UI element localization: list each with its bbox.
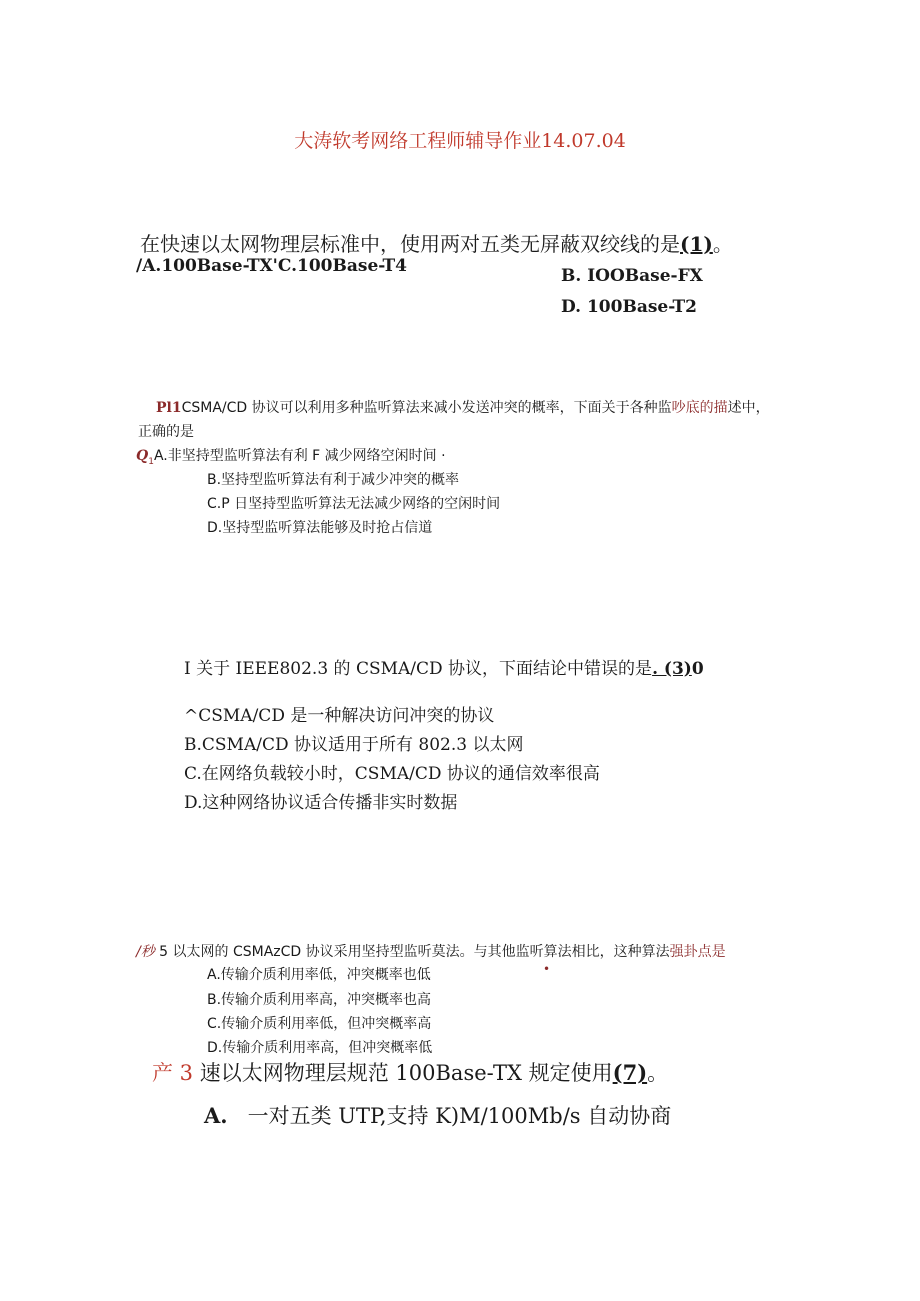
q4-option-d: D.传输介质利用率高，但冲突概率低	[207, 1040, 433, 1056]
q5-prefix: 产 3	[152, 1061, 194, 1085]
q4-option-c: C.传输介质利用率低，但冲突概率高	[207, 1016, 432, 1032]
q3-option-a: ^CSMA/CD 是一种解决访问冲突的协议	[184, 706, 495, 726]
q5-stem	[152, 1057, 668, 1087]
q2-option-a-prefix: Q	[136, 448, 149, 464]
q1-stem-text: 在快速以太网物理层标准中，使用两对五类无屏蔽双绞线的是	[140, 232, 680, 256]
q2-option-a-text: A.非坚持型监听算法有利 F 减少网络空闲时间 ·	[153, 448, 446, 464]
q2-option-c: C.P 日坚持型监听算法无法减少网络的空闲时间	[207, 496, 501, 512]
q3-option-d: D.这种网络协议适合传播非实时数据	[184, 793, 458, 813]
q1-option-d: D. 100Base-T2	[561, 297, 697, 317]
q4-stem-text: 5 以太网的 CSMAzCD 协议采用坚持型监听莫法。与其他监听算法相比，这种算法	[159, 944, 670, 960]
q4-dot-mark: •	[543, 962, 551, 976]
q4-option-a: A.传输介质利用率低，冲突概率也低	[207, 967, 431, 983]
q3-option-c: C.在网络负载较小时，CSMA/CD 协议的通信效率很高	[184, 764, 600, 784]
q1-option-a-c: /A.100Base-TX'C.100Base-T4	[136, 256, 407, 276]
q1-option-b: B. IOOBase-FX	[561, 266, 703, 286]
q3-option-b: B.CSMA/CD 协议适用于所有 802.3 以太网	[184, 735, 524, 755]
q4-stem-red: 强卦点是	[669, 944, 726, 960]
q3-stem-text: I 关于 IEEE802.3 的 CSMA/CD 协议，下面结论中错误的是	[184, 659, 653, 679]
q2-stem-text: CSMA/CD 协议可以利用多种监听算法来减小发送冲突的概率，下面关于各种监	[181, 400, 672, 416]
q2-stem-line2: 正确的是	[138, 424, 194, 440]
q5-option-a	[204, 1100, 671, 1130]
q3-stem	[184, 654, 704, 679]
q5-option-a-text: 一对五类 UTP,支持 K)M/100Mb/s 自动协商	[247, 1104, 672, 1128]
q2-stem-line1	[156, 397, 770, 417]
q5-stem-text: 速以太网物理层规范 100Base-TX 规定使用	[199, 1061, 613, 1085]
page-title: 大涛软考网络工程师辅导作业14.07.04	[294, 130, 626, 152]
q5-blank: (7)	[612, 1060, 648, 1085]
q2-option-b: B.坚持型监听算法有利于减少冲突的概率	[207, 472, 460, 488]
q2-option-a	[136, 445, 446, 467]
q4-option-b: B.传输介质利用率高，冲突概率也高	[207, 992, 432, 1008]
q5-tail: 。	[647, 1061, 669, 1085]
q1-tail: 。	[712, 232, 733, 256]
q4-prefix: /秒	[136, 944, 155, 960]
q2-option-a-sub: 1	[148, 456, 154, 467]
q4-stem	[136, 941, 726, 961]
q5-option-a-label: A.	[204, 1103, 228, 1128]
q2-option-d: D.坚持型监听算法能够及时抢占信道	[207, 520, 433, 536]
q2-stem-red: 吵底的描	[671, 400, 728, 416]
q2-prefix: Pl1	[156, 400, 182, 416]
q2-stem-end: 述中，	[727, 400, 770, 416]
q3-tail: 0	[691, 659, 704, 679]
q3-blank: . (3)	[652, 659, 692, 679]
q1-blank: (1)	[680, 232, 713, 256]
q1-stem	[140, 228, 733, 257]
